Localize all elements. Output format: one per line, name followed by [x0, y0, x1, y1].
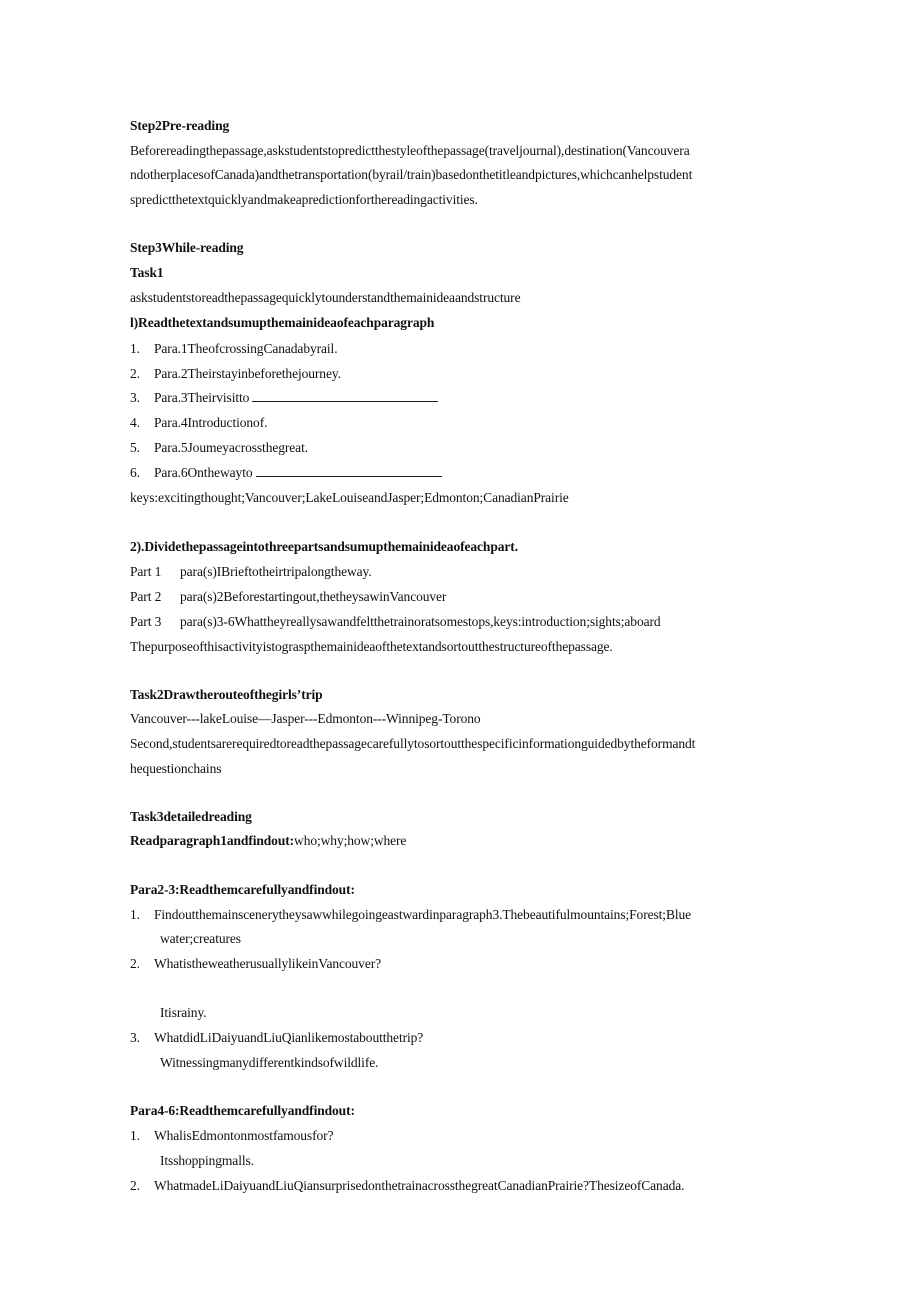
item-text: Para.3Theirvisitto	[154, 390, 250, 405]
question-text: WhatistheweatherusuallylikeinVancouver?	[154, 956, 382, 971]
question-row	[130, 1029, 423, 1047]
para-item	[130, 414, 267, 432]
question-number: 3.	[130, 1030, 140, 1045]
item-text: Para.4Introductionof.	[154, 415, 268, 430]
para1-line	[130, 832, 406, 850]
answer-text: Witnessingmanydifferentkindsofwildlife.	[160, 1055, 379, 1070]
para-item	[130, 365, 341, 383]
para46-heading: Para4-6:Readthemcarefullyandfindout:	[130, 1103, 355, 1118]
question-row	[130, 1127, 333, 1145]
part-label: Part 3	[130, 614, 162, 629]
question-number: 1.	[130, 1128, 140, 1143]
para-item	[130, 464, 442, 482]
para-item	[130, 340, 338, 358]
item-number: 4.	[130, 415, 140, 430]
question-number: 2.	[130, 1178, 140, 1193]
item-number: 5.	[130, 440, 140, 455]
purpose-line: Thepurposeofthisactivityistograspthemainideaofthetextandsortoutthestructureofthepassage.	[130, 639, 613, 654]
question-text: Findoutthemainscenerytheysawwhilegoingeastwardinparagraph3.Thebeautifulmountains;Forest;Blue	[154, 907, 692, 922]
part-label: Part 1	[130, 564, 162, 579]
sub1-heading: l)Readthetextandsumupthemainideaofeachparagraph	[130, 315, 435, 330]
item-text: Para.2Theirstayinbeforethejourney.	[154, 366, 341, 381]
part-row	[130, 613, 661, 631]
task1-heading: Task1	[130, 265, 164, 280]
item-number: 2.	[130, 366, 140, 381]
second-line-1: Second,studentsarerequiredtoreadthepassagecarefullytosortoutthespecificinformationguidedbytheformandt	[130, 736, 696, 751]
part-text: para(s)2Beforestartingout,thetheysawinVancouver	[180, 589, 447, 604]
question-continuation: water;creatures	[160, 931, 241, 946]
question-text: WhatmadeLiDaiyuandLiuQiansurprisedonthetrainacrossthegreatCanadianPrairie?ThesizeofCanada.	[154, 1178, 685, 1193]
para1-label: Readparagraph1andfindout:	[130, 833, 295, 848]
para23-heading: Para2-3:Readthemcarefullyandfindout:	[130, 882, 355, 897]
question-text: WhatdidLiDaiyuandLiuQianlikemostaboutthetrip?	[154, 1030, 424, 1045]
question-row	[130, 906, 691, 924]
question-number: 1.	[130, 907, 140, 922]
step2-line-1: Beforereadingthepassage,askstudentstopredictthestyleofthepassage(traveljournal),destination(Vancouvera	[130, 143, 690, 158]
item-number: 6.	[130, 465, 140, 480]
item-number: 3.	[130, 390, 140, 405]
part-row	[130, 563, 372, 581]
route-line: Vancouver---lakeLouise—Jasper---Edmonton---Winnipeg-Torono	[130, 711, 481, 726]
part-text: para(s)IBrieftotheirtripalongtheway.	[180, 564, 372, 579]
para1-text: who;why;how;where	[294, 833, 407, 848]
para-item	[130, 389, 438, 407]
step2-line-3: spredictthetextquicklyandmakeapredictionforthereadingactivities.	[130, 192, 478, 207]
sub2-heading: 2).Dividethepassageintothreepartsandsumupthemainideaofeachpart.	[130, 539, 518, 554]
question-text: WhalisEdmontonmostfamousfor?	[154, 1128, 334, 1143]
step2-line-2: ndotherplacesofCanada)andthetransportation(byrail/train)basedonthetitleandpictures,whichcanhelpstudent	[130, 167, 693, 182]
task2-heading: Task2Drawtherouteofthegirls’trip	[130, 687, 323, 702]
task3-heading: Task3detailedreading	[130, 809, 252, 824]
task1-intro: askstudentstoreadthepassagequicklytounderstandthemainideaandstructure	[130, 290, 521, 305]
answer-text: Itisrainy.	[160, 1005, 207, 1020]
answer-blank	[256, 464, 442, 477]
item-text: Para.1TheofcrossingCanadabyrail.	[154, 341, 338, 356]
second-line-2: hequestionchains	[130, 761, 222, 776]
part-label: Part 2	[130, 589, 162, 604]
para-item	[130, 439, 308, 457]
answer-text: Itsshoppingmalls.	[160, 1153, 254, 1168]
step2-heading: Step2Pre-reading	[130, 118, 230, 133]
item-text: Para.6Onthewayto	[154, 465, 253, 480]
keys-line: keys:excitingthought;Vancouver;LakeLouiseandJasper;Edmonton;CanadianPrairie	[130, 490, 569, 505]
answer-blank	[252, 389, 438, 402]
item-text: Para.5Joumeyacrossthegreat.	[154, 440, 308, 455]
question-number: 2.	[130, 956, 140, 971]
question-row	[130, 1177, 684, 1195]
item-number: 1.	[130, 341, 140, 356]
question-row	[130, 955, 381, 973]
part-row	[130, 588, 446, 606]
part-text: para(s)3-6Whattheyreallysawandfeltthetrainoratsomestops,keys:introduction;sights;aboard	[180, 614, 661, 629]
step3-heading: Step3While-reading	[130, 240, 244, 255]
